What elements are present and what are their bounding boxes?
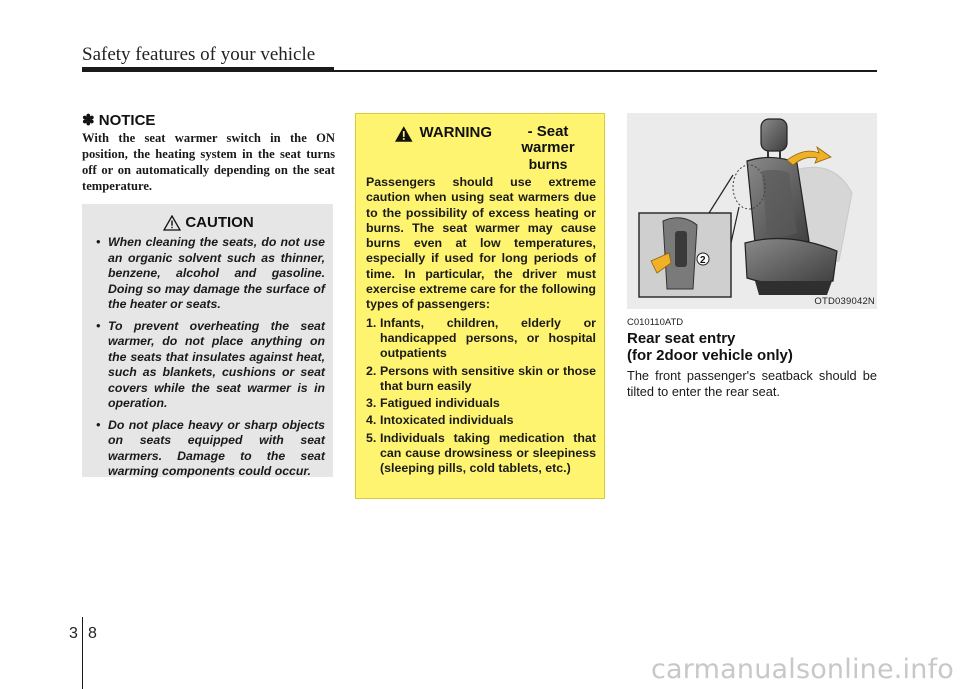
warning-label: WARNING — [419, 124, 493, 141]
warning-item-text: Persons with sensitive skin or those that burn easily — [380, 363, 596, 393]
caution-item-text: When cleaning the seats, do not use an organic solvent such as thinner, benzene, alcohol and gasoline. Doing so may damage the surface of the heater or seats. — [108, 235, 325, 311]
warning-item-number: 3. — [366, 396, 377, 411]
section-code: C010110ATD — [627, 317, 684, 328]
warning-item — [366, 431, 596, 477]
section-title — [627, 330, 793, 364]
section-body: The front passenger's seatback should be tilted to enter the rear seat. — [627, 368, 877, 399]
warning-box — [355, 113, 605, 499]
caution-label: CAUTION — [185, 214, 254, 231]
warning-subtitle — [500, 124, 596, 172]
page-number: 8 — [88, 625, 97, 642]
warning-item — [366, 316, 596, 362]
seat-figure — [627, 113, 877, 309]
caution-bullet: • — [96, 235, 101, 249]
warning-heading — [366, 124, 596, 172]
warning-item — [366, 413, 596, 428]
section-title-line2: (for 2door vehicle only) — [627, 347, 793, 364]
notice-body: With the seat warmer switch in the ON position, the heating system in the seat turns off or on automatically depending on the seat temperature. — [82, 131, 335, 193]
warning-item — [366, 396, 596, 411]
caution-triangle-icon — [163, 215, 181, 231]
caution-bullet: • — [96, 417, 101, 432]
warning-list — [366, 316, 596, 477]
warning-item-number: 1. — [366, 315, 377, 330]
header-rule-thin — [334, 70, 877, 72]
warning-item-number: 4. — [366, 413, 377, 428]
figure-callout-number: 2 — [700, 255, 706, 266]
notice-title: ✽ NOTICE — [82, 112, 156, 129]
header-rule-thick — [82, 67, 334, 72]
caution-item-text: To prevent overheating the seat warmer, do not place anything on the seats that insulates against heat, such as blankets, cushions or seat covers while the seat warmer is in operation. — [108, 318, 325, 410]
warning-item-text: Individuals taking medication that can cause drowsiness or sleepiness (sleeping pills, cold tablets, etc.) — [380, 430, 596, 476]
warning-item-text: Infants, children, elderly or handicapped persons, or hospital outpatients — [380, 315, 596, 361]
page-chapter: 3 — [69, 625, 78, 642]
warning-item-text: Fatigued individuals — [380, 396, 500, 411]
footer-rule — [82, 617, 83, 689]
caution-box — [82, 204, 333, 477]
caution-item — [92, 235, 325, 313]
warning-item-number: 5. — [366, 430, 377, 445]
caution-heading — [92, 214, 325, 231]
caution-bullet: • — [96, 318, 101, 333]
warning-item — [366, 364, 596, 395]
figure-code: OTD039042N — [814, 296, 875, 307]
caution-item — [92, 418, 325, 480]
caution-list — [92, 235, 325, 480]
caution-item-text: Do not place heavy or sharp objects on seats equipped with seat warmers. Damage to the seat warming components could occur. — [108, 417, 325, 478]
section-title-line1: Rear seat entry — [627, 330, 736, 347]
warning-intro: Passengers should use extreme caution when using seat warmers due to the possibility of excess heating or burns. The seat warmer may cause burns even at low temperatures, especially if used for long periods of time. In particular, the driver must exercise extreme care for the following types of passengers: — [366, 175, 596, 312]
warning-subtitle-line1: - Seat warmer — [521, 123, 575, 156]
watermark: carmanualsonline.info — [651, 654, 954, 685]
warning-item-text: Intoxicated individuals — [380, 413, 514, 428]
warning-item-number: 2. — [366, 363, 377, 378]
warning-triangle-icon — [394, 125, 414, 143]
seat-illustration — [627, 113, 877, 309]
page-header-title: Safety features of your vehicle — [82, 44, 316, 65]
caution-item — [92, 319, 325, 412]
warning-subtitle-line2: burns — [528, 156, 568, 172]
